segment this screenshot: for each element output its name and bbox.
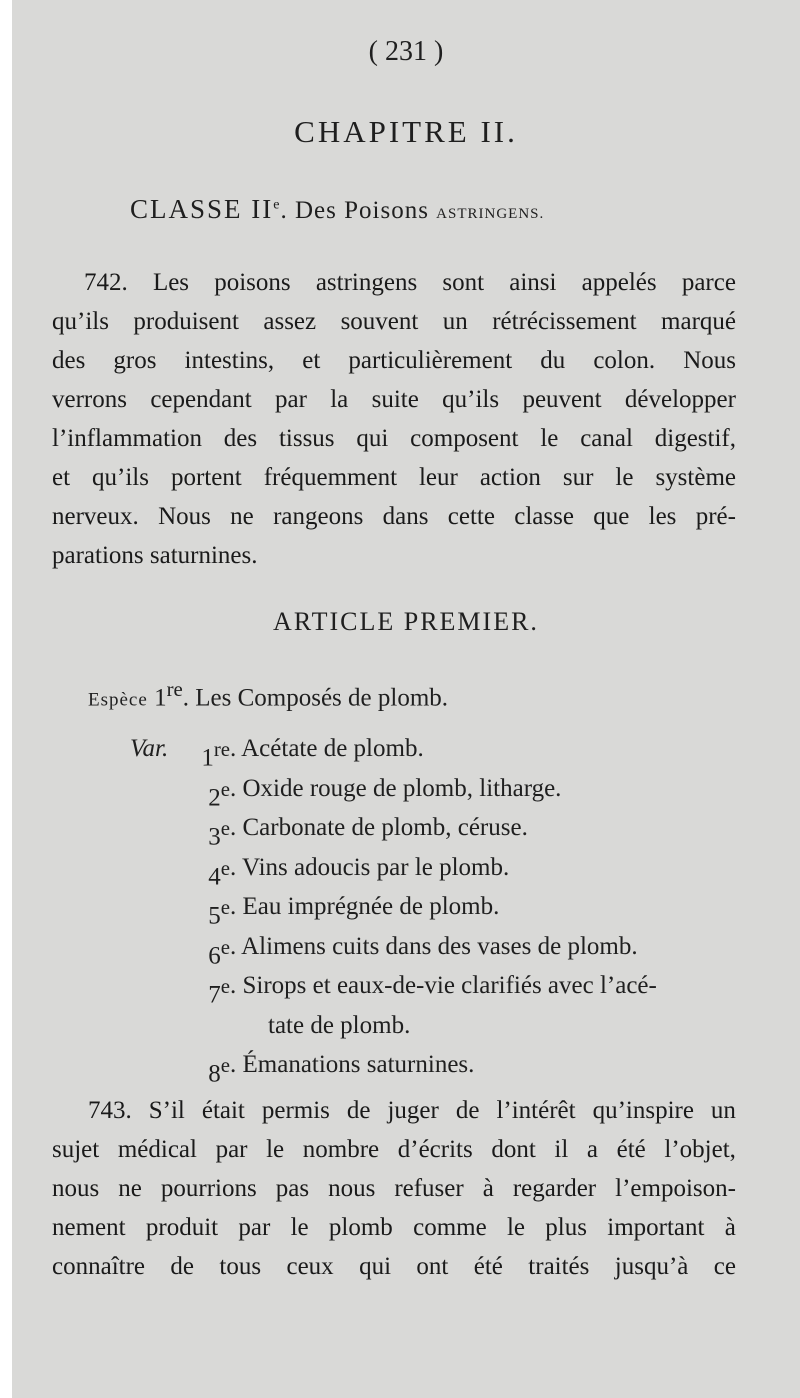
word: parce bbox=[681, 269, 736, 296]
word: nous bbox=[52, 1175, 100, 1202]
word: suite bbox=[371, 386, 419, 413]
variety-number bbox=[180, 734, 230, 773]
word: sur bbox=[562, 464, 594, 491]
word: qu’ils bbox=[92, 464, 149, 491]
word: le bbox=[615, 464, 634, 491]
espece-number: 1 bbox=[154, 684, 167, 712]
word: nement bbox=[52, 1214, 126, 1241]
word: S’il bbox=[148, 1097, 185, 1124]
word: des bbox=[223, 425, 258, 452]
word: assez bbox=[263, 308, 317, 335]
variety-number-superscript: e bbox=[220, 974, 230, 998]
word: du bbox=[540, 347, 566, 374]
word: juger bbox=[387, 1097, 439, 1124]
word: classe bbox=[514, 503, 574, 530]
word: l’objet, bbox=[664, 1136, 736, 1163]
word: appelés bbox=[581, 269, 657, 296]
word: pourrions bbox=[160, 1175, 257, 1202]
word: à bbox=[482, 1175, 494, 1202]
word: un bbox=[710, 1097, 736, 1124]
variety-number-value: 3 bbox=[208, 823, 221, 851]
page-number: ( 231 ) bbox=[368, 36, 444, 67]
word: action bbox=[479, 464, 541, 491]
word: traités bbox=[528, 1253, 590, 1280]
word: nombre bbox=[302, 1136, 380, 1163]
word: par bbox=[215, 1136, 248, 1163]
word: regarder bbox=[512, 1175, 597, 1202]
word: qu’ils bbox=[442, 386, 500, 413]
word: rangeons bbox=[273, 503, 364, 530]
word: intestins, bbox=[184, 347, 275, 374]
classe-heading bbox=[130, 193, 544, 230]
word: l’empoison- bbox=[615, 1175, 736, 1202]
word: à bbox=[724, 1214, 736, 1241]
text-line bbox=[52, 1174, 736, 1204]
classe-superscript: e bbox=[273, 197, 281, 213]
word: portent bbox=[170, 464, 242, 491]
variety-text: . Acétate de plomb. bbox=[230, 735, 424, 762]
text-line bbox=[52, 1252, 736, 1282]
variety-number bbox=[180, 892, 230, 931]
word: le bbox=[290, 1214, 309, 1241]
variety-text: . Carbonate de plomb, céruse. bbox=[230, 814, 528, 841]
variety-text: . Émanations saturnines. bbox=[230, 1051, 475, 1078]
word: dont bbox=[491, 1136, 536, 1163]
word: ce bbox=[713, 1253, 736, 1280]
book-page bbox=[12, 0, 800, 1398]
word: sujet bbox=[52, 1136, 100, 1163]
word: plus bbox=[545, 1214, 587, 1241]
variety-text: . Alimens cuits dans des vases de plomb. bbox=[230, 932, 638, 960]
text-line bbox=[52, 424, 736, 454]
word: dans bbox=[382, 503, 429, 530]
variety-number-superscript: e bbox=[220, 816, 230, 840]
word: de bbox=[346, 1097, 371, 1124]
variety-text: . Sirops et eaux-de-vie clarifiés avec l’acé- bbox=[230, 972, 657, 999]
variety-number-value: 7 bbox=[208, 981, 221, 1009]
classe-label: CLASSE II bbox=[130, 194, 274, 224]
variety-number-value: 2 bbox=[208, 783, 221, 811]
word: que bbox=[593, 503, 630, 530]
word: et bbox=[302, 347, 321, 374]
word: ne bbox=[118, 1175, 142, 1202]
text-line bbox=[52, 385, 736, 415]
word: qu’ils bbox=[52, 308, 109, 335]
variety-number bbox=[180, 774, 230, 813]
word: tissus bbox=[278, 425, 335, 452]
word: produisent bbox=[133, 308, 239, 335]
word: verrons bbox=[52, 386, 127, 413]
variety-number-superscript: e bbox=[220, 855, 230, 880]
word: été bbox=[616, 1136, 646, 1163]
word: d’écrits bbox=[397, 1136, 473, 1163]
espece-superscript: re bbox=[166, 677, 183, 701]
word: et bbox=[52, 464, 71, 491]
word: connaître bbox=[52, 1253, 146, 1280]
word: composent bbox=[410, 425, 519, 452]
word: 743. bbox=[88, 1097, 132, 1124]
word: digestif, bbox=[654, 425, 736, 452]
text-line bbox=[52, 463, 736, 493]
text-line bbox=[88, 1096, 736, 1126]
word: Nous bbox=[683, 347, 736, 374]
word: ont bbox=[416, 1253, 449, 1280]
word: refuser bbox=[394, 1175, 464, 1202]
word: cependant bbox=[150, 386, 252, 413]
word: de bbox=[170, 1253, 195, 1280]
article-title: ARTICLE PREMIER. bbox=[273, 607, 539, 636]
variety-number-value: 6 bbox=[208, 941, 221, 969]
text-line bbox=[52, 1213, 736, 1243]
variety-number bbox=[180, 1050, 230, 1089]
espece-text: . Les Composés de plomb. bbox=[182, 684, 449, 712]
text-line: parations saturnines. bbox=[52, 542, 258, 569]
word: jusqu’à bbox=[614, 1253, 689, 1280]
word: Les bbox=[152, 269, 190, 296]
word: tous bbox=[219, 1253, 262, 1280]
word: particulièrement bbox=[348, 347, 513, 374]
variety-number-value: 4 bbox=[208, 862, 221, 890]
word: le bbox=[506, 1214, 526, 1241]
variety-number bbox=[180, 932, 230, 971]
variety-text: tate de plomb. bbox=[268, 1011, 411, 1039]
word: ainsi bbox=[509, 269, 557, 296]
word: nous bbox=[328, 1175, 376, 1202]
classe-title: . Des Poisons bbox=[280, 197, 437, 224]
text-line bbox=[52, 346, 736, 376]
text-line bbox=[52, 1135, 736, 1165]
word: produit bbox=[145, 1214, 219, 1241]
word: ne bbox=[230, 503, 254, 530]
variety-text: . Vins adoucis par le plomb. bbox=[230, 853, 510, 881]
word: a bbox=[586, 1136, 599, 1163]
variety-number-superscript: re bbox=[213, 737, 230, 761]
variety-number-superscript: e bbox=[220, 895, 230, 919]
word: des bbox=[52, 347, 86, 374]
word: poisons bbox=[214, 269, 291, 296]
variety-number-superscript: e bbox=[220, 1053, 230, 1077]
word: était bbox=[201, 1097, 245, 1124]
variety-number-value: 1 bbox=[201, 744, 214, 772]
word: 742. bbox=[84, 269, 128, 296]
word: gros bbox=[113, 347, 157, 374]
word: l’intérêt bbox=[496, 1097, 576, 1124]
word: leur bbox=[418, 464, 458, 491]
word: rétrécissement bbox=[492, 308, 637, 335]
variety-text: . Eau imprégnée de plomb. bbox=[230, 893, 500, 920]
variety-number-superscript: e bbox=[220, 934, 230, 959]
word: été bbox=[473, 1253, 503, 1280]
text-line bbox=[52, 307, 736, 337]
word: qui bbox=[356, 425, 389, 452]
text-line bbox=[52, 502, 736, 532]
text-line bbox=[84, 268, 736, 298]
variety-number bbox=[180, 971, 230, 1010]
word: il bbox=[554, 1136, 569, 1163]
word: canal bbox=[580, 425, 633, 452]
word: peuvent bbox=[522, 386, 602, 413]
word: Nous bbox=[158, 503, 211, 530]
word: système bbox=[655, 464, 736, 491]
word: pas bbox=[275, 1175, 310, 1202]
variety-number-value: 5 bbox=[208, 902, 221, 930]
word: la bbox=[330, 386, 349, 413]
word: cette bbox=[447, 503, 495, 530]
word: par bbox=[274, 386, 307, 413]
word: développer bbox=[624, 386, 736, 413]
word: de bbox=[455, 1097, 480, 1124]
word: colon. bbox=[593, 347, 656, 374]
chapter-title: CHAPITRE II. bbox=[294, 114, 518, 149]
word: pré- bbox=[695, 503, 736, 530]
word: un bbox=[442, 308, 468, 335]
word: permis bbox=[261, 1097, 330, 1124]
word: qu’inspire bbox=[592, 1097, 694, 1124]
variety-number bbox=[180, 853, 230, 892]
variety-text: . Oxide rouge de plomb, litharge. bbox=[230, 774, 562, 802]
word: souvent bbox=[340, 308, 419, 335]
word: important bbox=[607, 1214, 705, 1241]
word: médical bbox=[117, 1136, 197, 1163]
word: plomb bbox=[328, 1214, 393, 1241]
espece-label: Espèce bbox=[88, 689, 148, 711]
variety-label: Var. bbox=[130, 735, 169, 762]
classe-title-small-caps: ASTRINGENS. bbox=[436, 206, 545, 222]
word: comme bbox=[413, 1214, 487, 1241]
word: l’inflammation bbox=[52, 425, 202, 452]
variety-number-superscript: e bbox=[220, 776, 230, 801]
word: nerveux. bbox=[52, 503, 139, 530]
word: fréquemment bbox=[263, 464, 398, 491]
variety-number bbox=[180, 813, 230, 852]
word: qui bbox=[359, 1253, 392, 1280]
espece-line bbox=[88, 674, 448, 715]
word: ceux bbox=[286, 1253, 334, 1280]
word: le bbox=[266, 1136, 285, 1163]
variety-number-value: 8 bbox=[208, 1060, 221, 1088]
word: marqué bbox=[661, 308, 736, 335]
word: sont bbox=[442, 269, 485, 296]
word: les bbox=[648, 503, 677, 530]
word: par bbox=[238, 1214, 271, 1241]
word: le bbox=[540, 425, 559, 452]
word: astringens bbox=[315, 269, 418, 296]
